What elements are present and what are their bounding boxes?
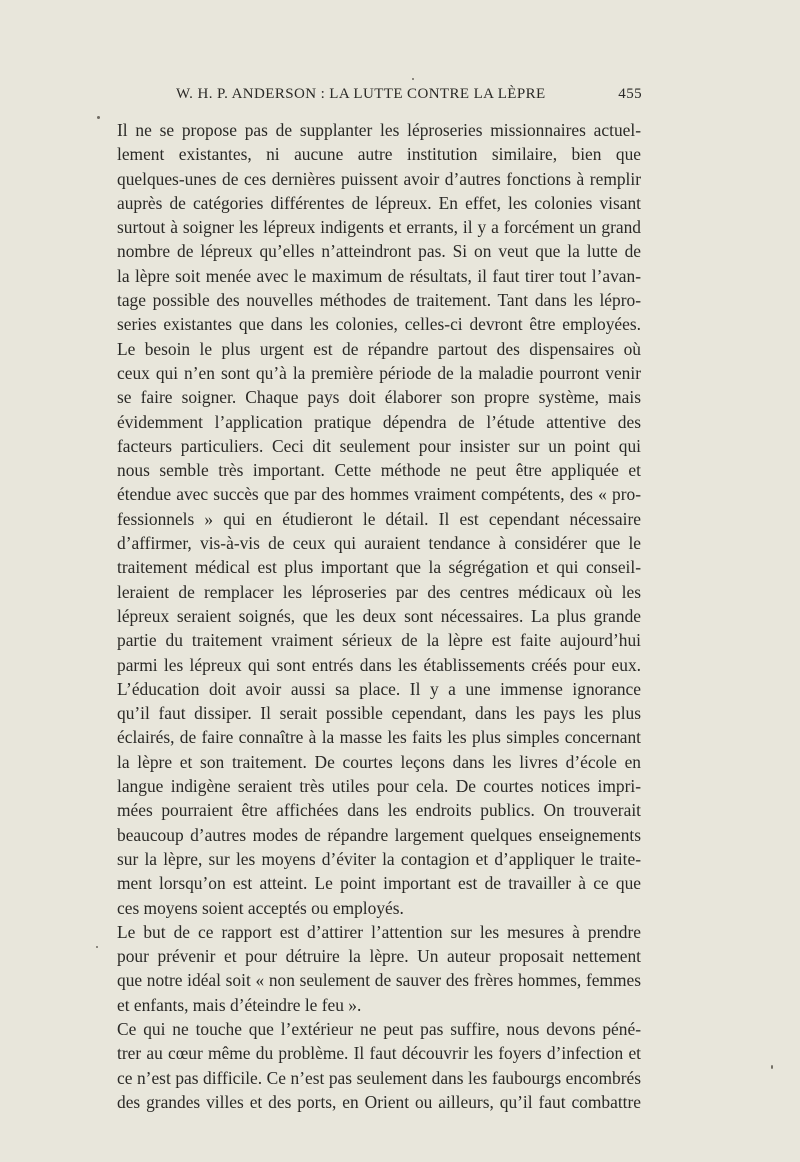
- running-header: [118, 86, 642, 108]
- text-line: mées pourraient être affichées dans les endroits publics. On trouverait: [117, 800, 641, 821]
- text-line: éclairés, de faire connaître à la masse les faits les plus simples concernant: [117, 727, 641, 748]
- text-line: traitement médical est plus important que la ségrégation et qui conseil-: [117, 557, 641, 578]
- paragraph-5: [117, 1017, 641, 1114]
- paper-speck: [771, 1065, 773, 1069]
- body-text: [117, 118, 641, 1114]
- text-line: ces moyens soient acceptés ou employés.: [117, 897, 404, 918]
- page-number: 455: [618, 86, 642, 102]
- text-line: fessionnels » qui en étudieront le détail. Il est cependant nécessaire: [117, 508, 641, 529]
- text-line: la lèpre soit menée avec le maximum de résultats, il faut tirer tout l’avan-: [117, 265, 641, 286]
- text-line: Le besoin le plus urgent est de répandre partout des dispensaires où: [117, 338, 641, 359]
- paragraph-4: [117, 920, 641, 1017]
- text-line: lépreux seraient soignés, que les deux sont nécessaires. La plus grande: [117, 605, 641, 626]
- text-line: se faire soigner. Chaque pays doit élaborer son propre système, mais: [117, 387, 641, 408]
- paper-speck: [97, 116, 100, 119]
- paper-speck: [96, 946, 98, 948]
- text-line: beaucoup d’autres modes de répandre largement quelques enseignements: [117, 824, 641, 845]
- text-line: la lèpre et son traitement. De courtes leçons dans les livres d’école en: [117, 751, 641, 772]
- text-line: Ce qui ne touche que l’extérieur ne peut pas suffire, nous devons péné-: [117, 1018, 641, 1039]
- text-line: nous semble très important. Cette méthode ne peut être appliquée et: [117, 460, 641, 481]
- paragraph-2: [117, 337, 641, 677]
- running-title: W. H. P. ANDERSON : LA LUTTE CONTRE LA LÈPRE: [176, 86, 546, 102]
- text-line: partie du traitement vraiment sérieux de la lèpre est faite aujourd’hui: [117, 630, 641, 651]
- text-line: pour prévenir et pour détruire la lèpre. Un auteur proposait nettement: [117, 946, 641, 967]
- text-line: leraient de remplacer les léproseries par des centres médicaux où les: [117, 581, 641, 602]
- text-line: auprès de catégories différentes de lépreux. En effet, les colonies visant: [117, 192, 641, 213]
- text-line: et enfants, mais d’éteindre le feu ».: [117, 994, 362, 1015]
- paragraph-1: [117, 118, 641, 337]
- paper-speck: [412, 78, 414, 80]
- text-line: lement existantes, ni aucune autre institution similaire, bien que: [117, 144, 641, 165]
- text-line: tage possible des nouvelles méthodes de traitement. Tant dans les lépro-: [117, 290, 641, 311]
- text-line: ceux qui n’en sont qu’à la première période de la maladie pourront venir: [117, 362, 641, 383]
- text-line: Il ne se propose pas de supplanter les léproseries missionnaires actuel-: [117, 120, 641, 140]
- text-line: series existantes que dans les colonies, celles-ci devront être employées.: [117, 314, 641, 335]
- text-line: ce n’est pas difficile. Ce n’est pas seulement dans les faubourgs encombrés: [117, 1067, 641, 1088]
- text-line: nombre de lépreux qu’elles n’atteindront pas. Si on veut que la lutte de: [117, 241, 641, 262]
- text-line: sur la lèpre, sur les moyens d’éviter la contagion et d’appliquer le traite-: [117, 848, 641, 869]
- text-line: facteurs particuliers. Ceci dit seulement pour insister sur un point qui: [117, 435, 641, 456]
- paragraph-3: [117, 677, 641, 920]
- text-line: L’éducation doit avoir aussi sa place. Il y a une immense ignorance: [117, 678, 641, 699]
- text-line: surtout à soigner les lépreux indigents et errants, il y a forcément un grand: [117, 217, 641, 238]
- text-line: étendue avec succès que par des hommes vraiment compétents, des « pro-: [117, 484, 641, 505]
- text-line: quelques-unes de ces dernières puissent avoir d’autres fonctions à remplir: [117, 168, 641, 189]
- text-line: Le but de ce rapport est d’attirer l’attention sur les mesures à prendre: [117, 921, 641, 942]
- text-line: d’affirmer, vis-à-vis de ceux qui auraient tendance à considérer que le: [117, 533, 641, 554]
- text-line: langue indigène seraient très utiles pour cela. De courtes notices impri-: [117, 776, 641, 797]
- text-line: qu’il faut dissiper. Il serait possible cependant, dans les pays les plus: [117, 703, 641, 724]
- text-line: parmi les lépreux qui sont entrés dans les établissements créés pour eux.: [117, 654, 641, 675]
- text-line: évidemment l’application pratique dépendra de l’étude attentive des: [117, 411, 641, 432]
- text-line: trer au cœur même du problème. Il faut découvrir les foyers d’infection et: [117, 1043, 641, 1064]
- text-line: que notre idéal soit « non seulement de sauver des frères hommes, femmes: [117, 970, 641, 991]
- text-line: des grandes villes et des ports, en Orient ou ailleurs, qu’il faut combattre: [117, 1091, 641, 1112]
- text-line: ment lorsqu’on est atteint. Le point important est de travailler à ce que: [117, 873, 641, 894]
